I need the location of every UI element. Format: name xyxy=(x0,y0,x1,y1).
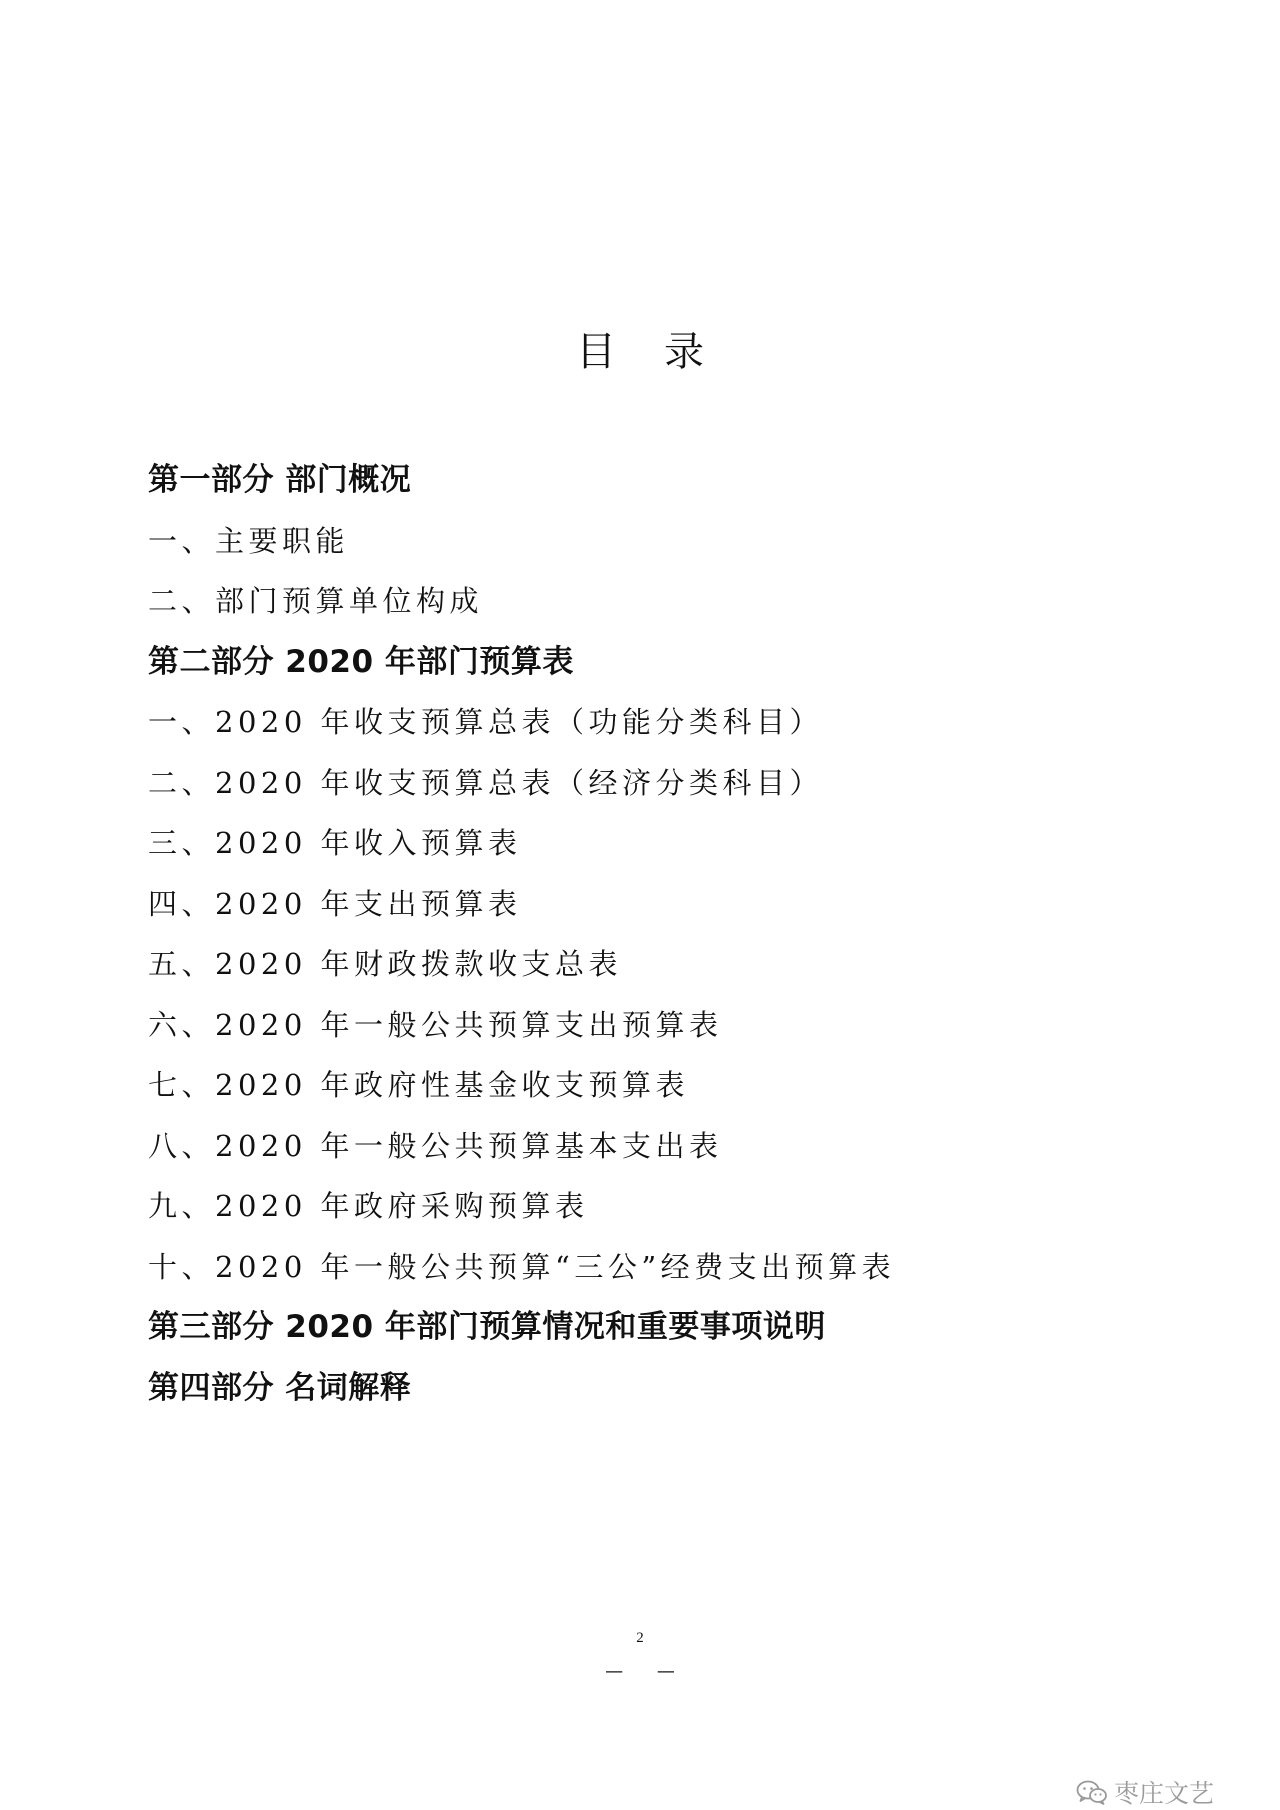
toc-item: 一、主要职能 xyxy=(148,523,350,558)
toc-item: 二、部门预算单位构成 xyxy=(148,584,484,618)
toc-part-2: 第二部分 2020 年部门预算表 xyxy=(148,643,574,680)
toc-item: 九、2020 年政府采购预算表 xyxy=(148,1189,589,1223)
toc-item: 四、2020 年支出预算表 xyxy=(148,886,522,921)
watermark xyxy=(1076,1778,1214,1806)
page-number: 2 xyxy=(636,1630,644,1646)
page-number-dashes: — — xyxy=(605,1661,689,1682)
toc-item: 三、2020 年收入预算表 xyxy=(148,826,522,860)
toc-title: 目录 xyxy=(576,329,752,375)
toc-part-1: 第一部分 部门概况 xyxy=(148,462,412,498)
toc-item: 十、2020 年一般公共预算“三公”经费支出预算表 xyxy=(148,1249,896,1284)
toc-item: 一、2020 年收支预算总表（功能分类科目） xyxy=(148,705,824,739)
wechat-icon xyxy=(1076,1779,1108,1805)
toc-item: 五、2020 年财政拨款收支总表 xyxy=(148,947,623,981)
table-of-contents xyxy=(148,450,1148,1418)
toc-item: 八、2020 年一般公共预算基本支出表 xyxy=(148,1128,723,1163)
watermark-text: 枣庄文艺 xyxy=(1114,1779,1215,1808)
toc-part-4: 第四部分 名词解释 xyxy=(148,1369,412,1406)
toc-item: 七、2020 年政府性基金收支预算表 xyxy=(148,1068,690,1102)
toc-part-3: 第三部分 2020 年部门预算情况和重要事项说明 xyxy=(148,1309,826,1345)
toc-item: 六、2020 年一般公共预算支出预算表 xyxy=(148,1007,723,1042)
toc-item: 二、2020 年收支预算总表（经济分类科目） xyxy=(148,765,824,800)
